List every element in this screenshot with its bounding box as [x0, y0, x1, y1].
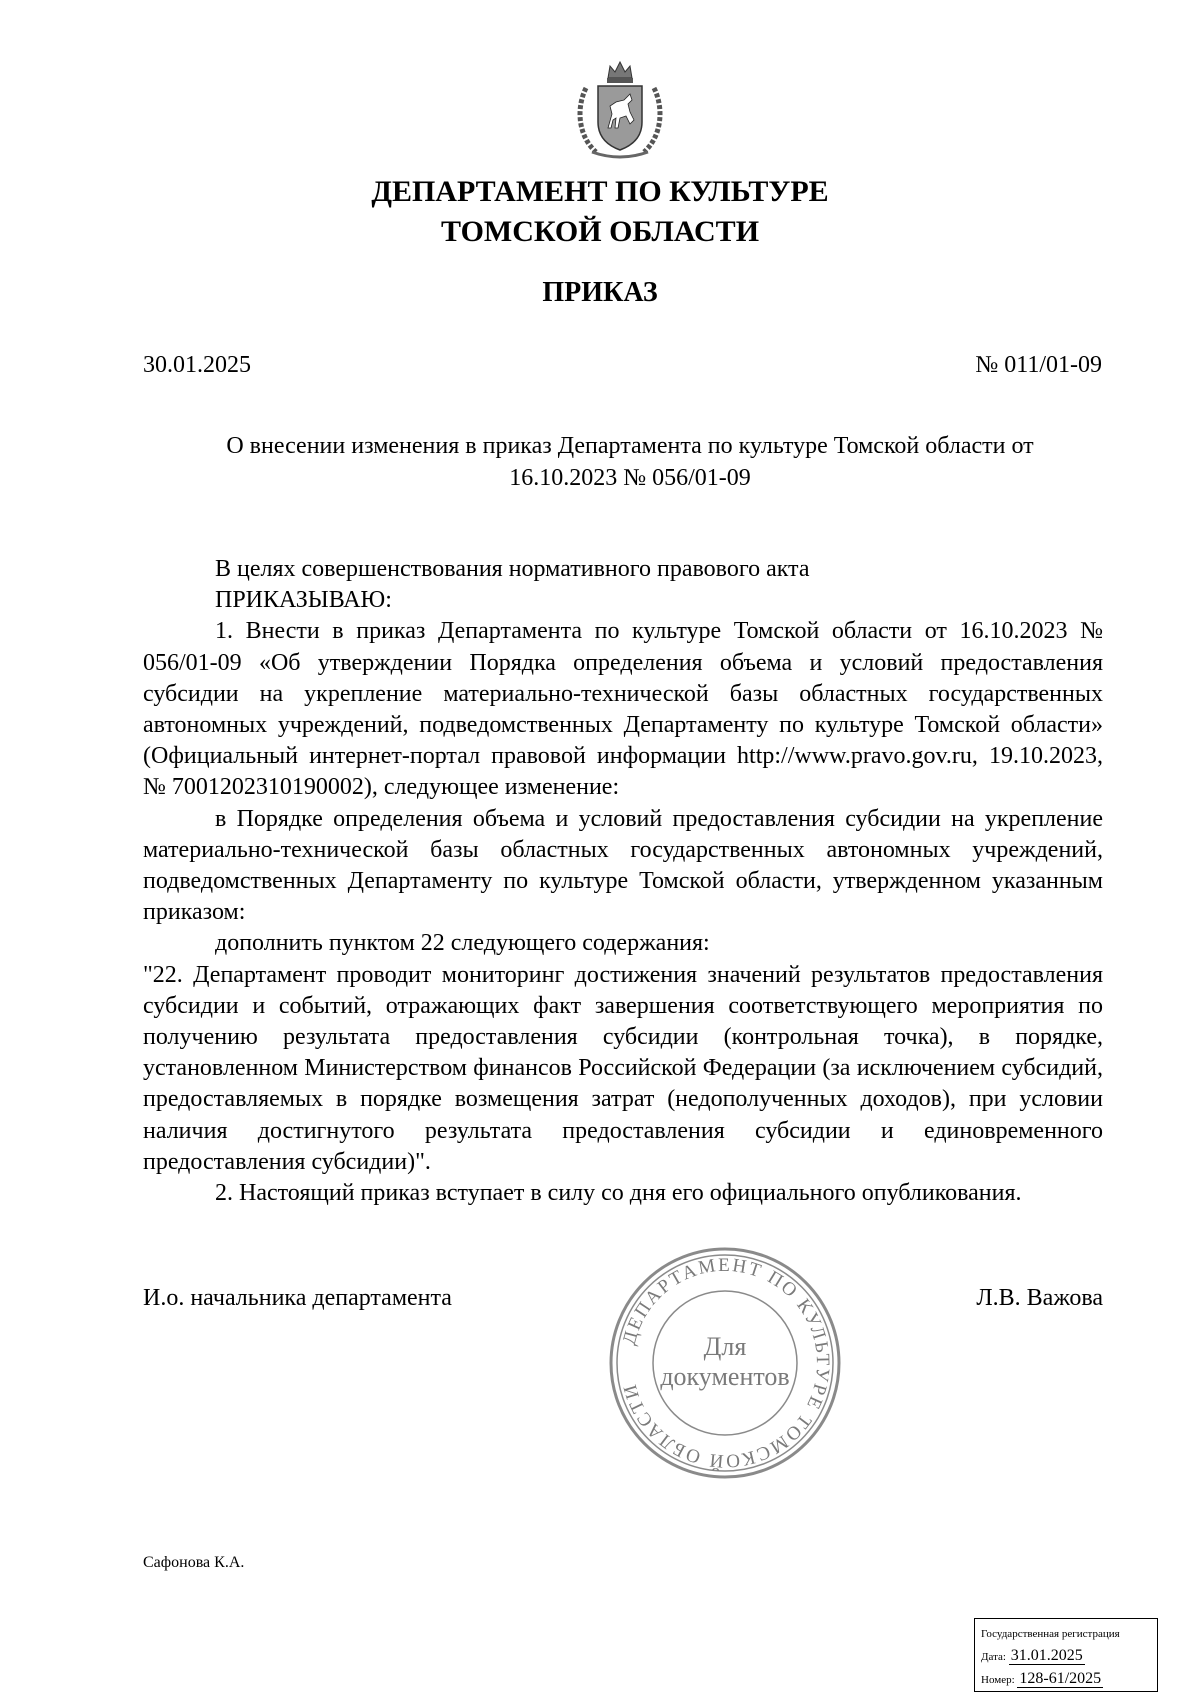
preamble-paragraph: В целях совершенствования нормативного правового акта: [215, 556, 810, 582]
clause-22-text: "22. Департамент проводит мониторинг достижения значений результатов предоставления субсидии и событий, отражающих факт завершения соответствующего мероприятия по получению результата предоставления субсидии (контрольная точка), в порядке, установленном Министерством финансов Российской Федерации (за исключением субсидий, предоставляемых в порядке возмещения затрат (недополученных доходов), при условии наличия достигнутого результата предоставления субсидии и единовременного предоставления субсидии)".: [143, 961, 1103, 1175]
coat-of-arms-emblem: [572, 58, 668, 162]
department-line-1: ДЕПАРТАМЕНТ ПО КУЛЬТУРЕ: [371, 175, 829, 208]
order-date: 30.01.2025: [143, 352, 251, 378]
department-line-2: ТОМСКОЙ ОБЛАСТИ: [440, 215, 760, 248]
clause-2-paragraph: 2. Настоящий приказ вступает в силу со дня его официального опубликования.: [215, 1180, 1022, 1207]
executor-name: Сафонова К.А.: [143, 1554, 245, 1571]
subject-line-1: О внесении изменения в приказ Департамента по культуре Томской области от: [226, 433, 1034, 459]
registration-date: 31.01.2025: [1010, 1647, 1083, 1664]
official-seal-stamp: [605, 1243, 845, 1483]
signatory-name: Л.В. Важова: [976, 1285, 1103, 1311]
registration-number-label: Номер:: [981, 1674, 1015, 1686]
document-type-heading: ПРИКАЗ: [542, 277, 658, 308]
order-subject: [160, 430, 1100, 494]
amendment-instruction-paragraph: дополнить пунктом 22 следующего содержания:: [215, 930, 710, 957]
registration-number-row: [981, 1668, 1151, 1691]
registration-date-label: Дата:: [981, 1651, 1006, 1663]
order-number: № 011/01-09: [975, 352, 1102, 378]
clause-1-paragraph: 1. Внести в приказ Департамента по культуре Томской области от 16.10.2023 № 056/01-09 «Об утверждении Порядка определения объема и условий предоставления субсидии на укрепление материально-технической базы областных государственных автономных учреждений, подведомственных Департаменту по культуре Томской области» (Официальный интернет-портал правовой информации http://www.pravo.gov.ru, 19.10.2023, № 7001202310190002), следующее изменение:: [143, 618, 1103, 801]
order-directive: ПРИКАЗЫВАЮ:: [215, 587, 392, 614]
state-registration-box: [974, 1618, 1158, 1692]
registration-number: 128-61/2025: [1019, 1670, 1102, 1687]
registration-date-row: [981, 1645, 1151, 1668]
seal-center-line-2: документов: [660, 1362, 790, 1391]
signatory-title: И.о. начальника департамента: [143, 1285, 452, 1311]
subject-line-2: 16.10.2023 № 056/01-09: [509, 465, 751, 491]
amendment-scope-paragraph: в Порядке определения объема и условий предоставления субсидии на укрепление материально-технической базы областных государственных автономных учреждений, подведомственных Департаменту по культуре Томской области, утвержденном указанным приказом:: [143, 805, 1103, 926]
department-heading: [0, 172, 1200, 252]
seal-center-line-1: Для: [703, 1332, 747, 1361]
order-body: [143, 554, 1103, 1209]
seal-ring-textpath: ДЕПАРТАМЕНТ ПО КУЛЬТУРЕ ТОМСКОЙ ОБЛАСТИ: [618, 1254, 834, 1472]
registration-label: Государственная регистрация: [981, 1628, 1120, 1640]
